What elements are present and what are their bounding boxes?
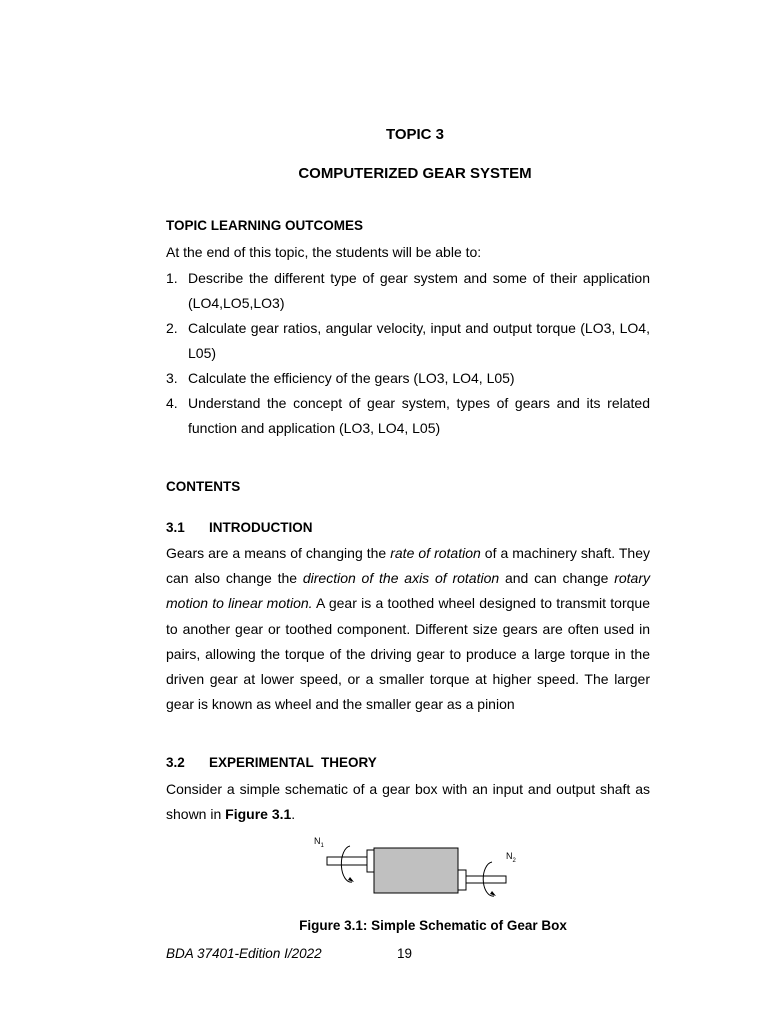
text-run: Gears are a means of changing the [166,545,391,561]
topic-title: TOPIC 3 [385,126,445,143]
list-item [166,266,650,316]
section-number: 3.1 [166,520,185,535]
figure-reference: Figure 3.1 [225,806,292,823]
text-run: . [291,806,296,823]
footer-edition: BDA 37401-Edition I/2022 [166,946,322,961]
list-number: 4. [166,395,178,411]
topic-subtitle: COMPUTERIZED GEAR SYSTEM [298,165,532,182]
figure-caption: Figure 3.1: Simple Schematic of Gear Box [299,918,567,933]
outcomes-list [166,266,650,441]
list-number: 1. [166,270,178,286]
output-flange [458,870,466,890]
list-item [166,391,650,441]
n1-label: $N_1$ [314,836,324,849]
list-text: Calculate the efficiency of the gears (LO3, LO4, L05) [188,370,515,386]
gearbox-schematic [314,834,520,900]
list-text: Describe the different type of gear system and some of their application (LO4,LO5,LO3) [188,270,650,311]
page-number: 19 [397,946,413,961]
theory-paragraph [166,777,650,827]
outcomes-intro: At the end of this topic, the students will be able to: [166,244,482,260]
section-title: INTRODUCTION [209,520,313,535]
text-run: A gear is a toothed wheel designed to transmit torque to another gear or toothed component. Different size gears are often used in pairs, allowing the torque of the driving gear to produce a large torque in the driven gear at lower speed, or a smaller torque at higher speed. The larger gear is known as wheel and the smaller gear as a pinion [166,595,650,713]
text-run: Consider a simple schematic of a gear box with an input and output shaft as shown in [166,781,650,823]
section-heading-introduction [166,520,650,535]
section-heading-theory [166,755,650,770]
output-shaft [466,876,506,883]
emphasis-text: rate of rotation [390,545,481,561]
emphasis-text: direction of the axis of rotation [302,570,500,587]
emphasis-text: rotary motion to linear motion. [166,570,650,612]
list-item [166,316,650,366]
list-item [166,366,650,391]
section-number: 3.2 [166,755,185,770]
contents-heading: CONTENTS [166,479,241,494]
list-text: Calculate gear ratios, angular velocity, input and output torque (LO3, LO4, L05) [188,320,650,361]
list-number: 2. [166,320,178,336]
gearbox-body [374,848,458,893]
introduction-paragraph [166,541,650,717]
text-run: of a machinery shaft. They can also change the [166,545,650,587]
section-title: EXPERIMENTAL THEORY [209,755,377,770]
outcomes-heading: TOPIC LEARNING OUTCOMES [166,218,364,233]
n2-label: $N_2$ [506,851,516,864]
text-run: and can change [499,570,615,587]
list-text: Understand the concept of gear system, types of gears and its related function and application (LO3, LO4, L05) [188,395,650,436]
list-number: 3. [166,370,178,386]
